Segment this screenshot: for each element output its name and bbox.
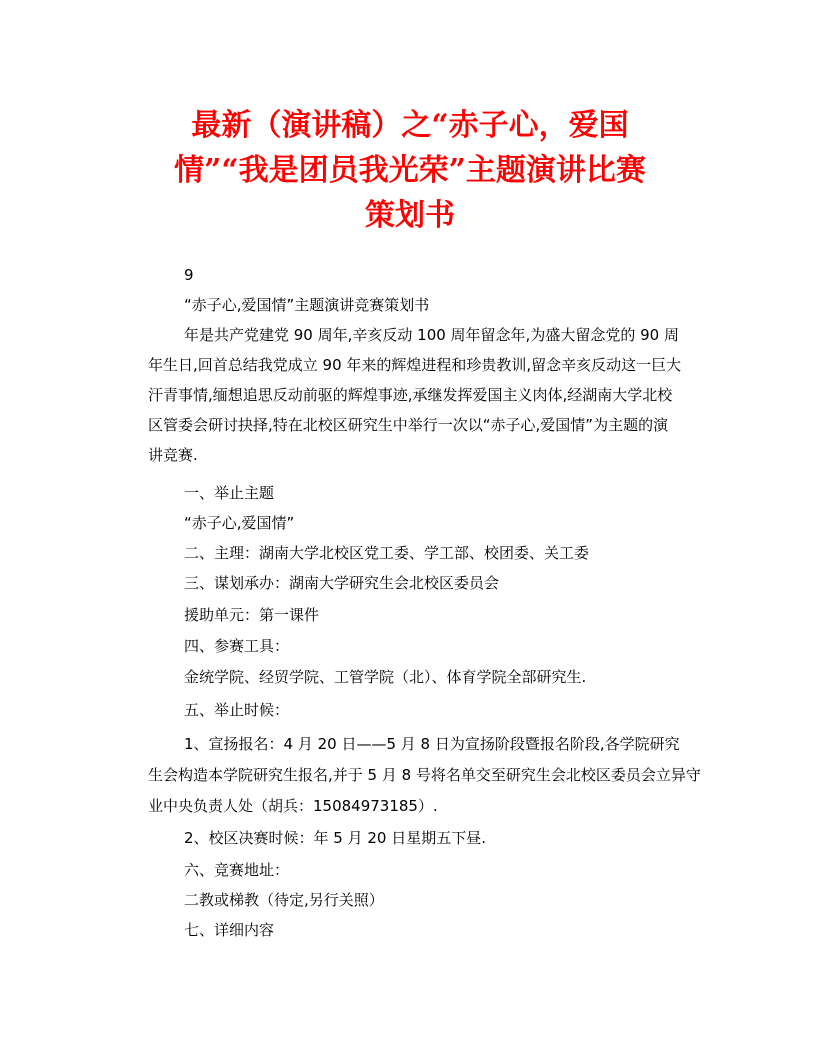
paragraph-line: 年生日,回首总结我党成立 90 年来的辉煌进程和珍贵教训,留念辛亥反动这一巨大 (148, 356, 682, 374)
section-heading-1: 一、举止主题 (184, 484, 275, 502)
title-line-2: 情”“我是团员我光荣”主题演讲比赛 (174, 153, 646, 188)
section-heading-6: 六、竞赛地址： (184, 861, 290, 879)
section-heading-4: 四、参赛工具： (184, 637, 290, 655)
sponsor-line: 援助单元：第一课件 (184, 606, 320, 624)
subtitle-line: “赤子心,爱国情”主题演讲竞赛策划书 (184, 296, 430, 314)
paragraph-line: 汗青事情,缅想追思反动前驱的辉煌事迹,承继发挥爱国主义肉体,经湖南大学北校 (148, 386, 673, 404)
document-title (120, 103, 700, 238)
paragraph-line: 区管委会研讨抉择,特在北校区研究生中举行一次以“赤子心,爱国情”为主题的演 (148, 416, 669, 434)
final-time-line: 2、校区决赛时候：年 5 月 20 日星期五下昼. (184, 829, 487, 847)
paragraph-line: 讲竞赛. (148, 446, 198, 464)
paragraph-line: 1、宣扬报名：4 月 20 日——5 月 8 日为宣扬阶段暨报名阶段,各学院研究 (184, 735, 680, 753)
participants-line: 金统学院、经贸学院、工管学院（北）、体育学院全部研究生. (184, 668, 587, 686)
section-heading-2: 二、主理：湖南大学北校区党工委、学工部、校团委、关工委 (184, 544, 590, 562)
venue-line: 二教或梯教（待定,另行关照） (184, 891, 384, 909)
title-line-3: 策划书 (365, 198, 455, 233)
section-heading-7: 七、详细内容 (184, 921, 275, 939)
section-heading-5: 五、举止时候： (184, 701, 290, 719)
paragraph-line: 业中央负责人处（胡兵：15084973185）. (148, 797, 438, 815)
paragraph-line: 年是共产党建党 90 周年,辛亥反动 100 周年留念年,为盛大留念党的 90 周 (184, 326, 679, 344)
section-heading-3: 三、谋划承办：湖南大学研究生会北校区委员会 (184, 574, 500, 592)
title-line-1: 最新（演讲稿）之“赤子心，爱国 (191, 108, 629, 143)
theme-line: “赤子心,爱国情” (184, 514, 295, 532)
paragraph-line: 生会构造本学院研究生报名,并于 5 月 8 号将名单交至研究生会北校区委员会立异守 (148, 766, 701, 784)
page-number-line: 9 (184, 266, 194, 284)
